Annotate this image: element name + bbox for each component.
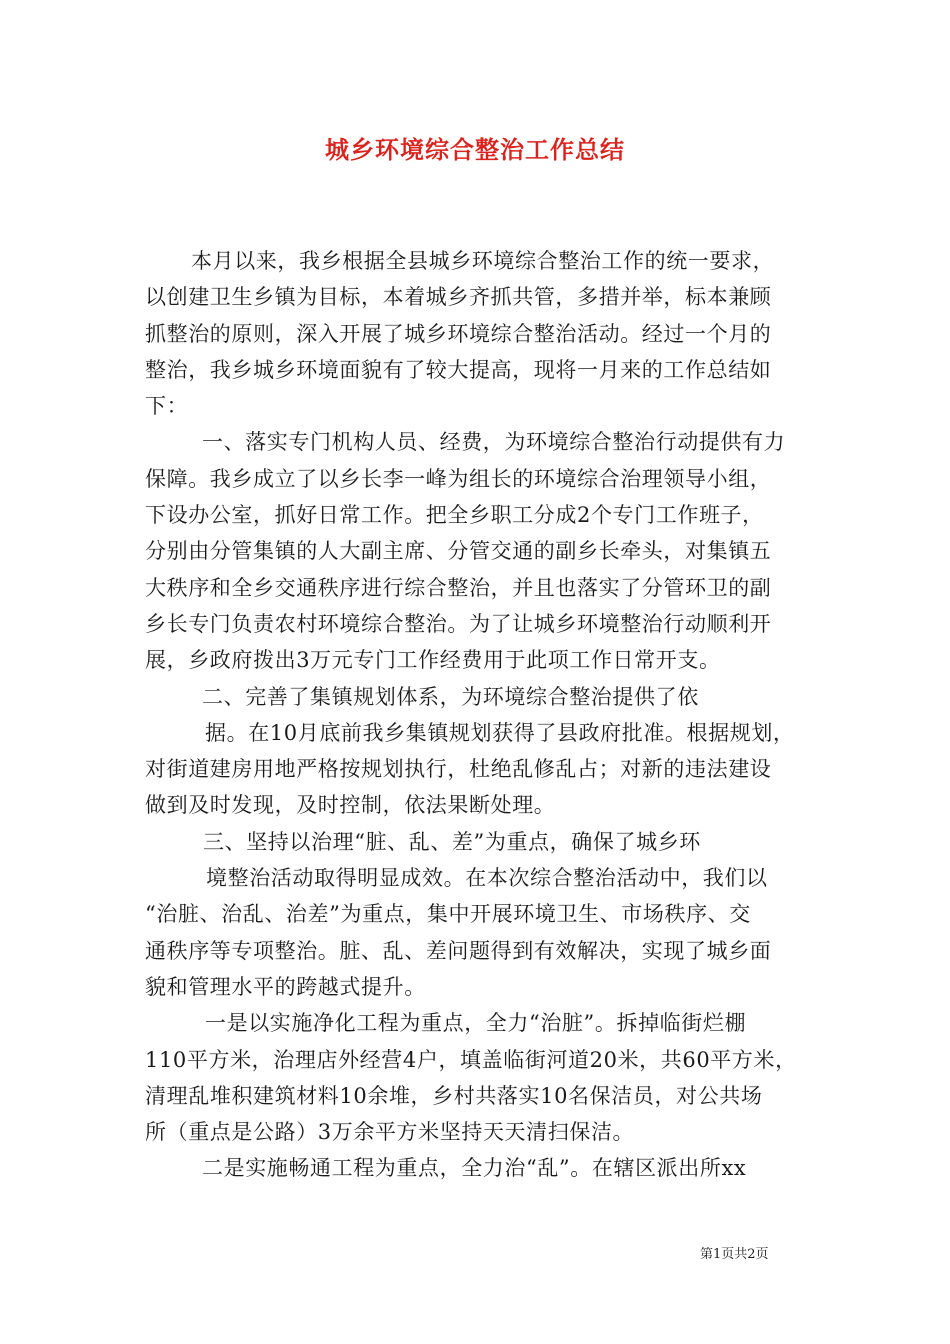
body-line: 保障。我乡成立了以乡长李一峰为组长的环境综合治理领导小组， (145, 466, 772, 491)
body-line: 清理乱堆积建筑材料10余堆，乡村共落实10名保洁员，对公共场 (145, 1083, 763, 1108)
body-line: 本月以来，我乡根据全县城乡环境综合整治工作的统一要求， (191, 249, 775, 273)
body-line: 整治，我乡城乡环境面貌有了较大提高，现将一月来的工作总结如 (145, 357, 772, 382)
section-heading-line: 二、完善了集镇规划体系，为环境综合整治提供了依 (202, 684, 699, 709)
section-heading-line: 一、落实专门机构人员、经费，为环境综合整治行动提供有力 (202, 430, 786, 455)
body-line: 据。在10月底前我乡集镇规划获得了县政府批准。根据规划， (205, 720, 795, 745)
body-line: 抓整治的原则，深入开展了城乡环境综合整治活动。经过一个月的 (145, 321, 772, 346)
subsection-line: 一是以实施净化工程为重点，全力“治脏”。拆掉临街烂棚 (205, 1011, 747, 1036)
body-line: 分别由分管集镇的人大副主席、分管交通的副乡长牵头，对集镇五 (145, 539, 772, 564)
section-heading-line: 三、坚持以治理“脏、乱、差”为重点，确保了城乡环 (203, 829, 701, 854)
body-line: 展，乡政府拨出3万元专门工作经费用于此项工作日常开支。 (145, 648, 721, 673)
body-line: 乡长专门负责农村环境综合整治。为了让城乡环境整治行动顺利开 (145, 611, 772, 636)
subsection-line: 二是实施畅通工程为重点，全力治“乱”。在辖区派出所xx (202, 1156, 747, 1181)
body-line: 下设办公室，抓好日常工作。把全乡职工分成2个专门工作班子， (145, 503, 764, 528)
body-line: 境整治活动取得明显成效。在本次综合整治活动中，我们以 (206, 866, 768, 891)
body-line: “治脏、治乱、治差”为重点，集中开展环境卫生、市场秩序、交 (145, 902, 751, 927)
body-line: 对街道建房用地严格按规划执行，杜绝乱修乱占；对新的违法建设 (145, 757, 772, 782)
body-line: 大秩序和全乡交通秩序进行综合整治，并且也落实了分管环卫的副 (145, 575, 772, 600)
body-line: 以创建卫生乡镇为目标，本着城乡齐抓共管，多措并举，标本兼顾 (145, 285, 772, 310)
page-number: 第1页共2页 (700, 1247, 769, 1262)
document-body (145, 243, 810, 1187)
document-title: 城乡环境综合整治工作总结 (325, 135, 625, 164)
body-line: 貌和管理水平的跨越式提升。 (145, 974, 426, 999)
body-line: 所（重点是公路）3万余平方米坚持天天清扫保洁。 (145, 1120, 635, 1145)
body-line: 下： (145, 394, 189, 419)
body-line: 通秩序等专项整治。脏、乱、差问题得到有效解决，实现了城乡面 (145, 938, 772, 963)
body-line: 做到及时发现，及时控制，依法果断处理。 (145, 793, 556, 818)
body-line: 110平方米，治理店外经营4户，填盖临街河道20米，共60平方米， (145, 1047, 797, 1072)
